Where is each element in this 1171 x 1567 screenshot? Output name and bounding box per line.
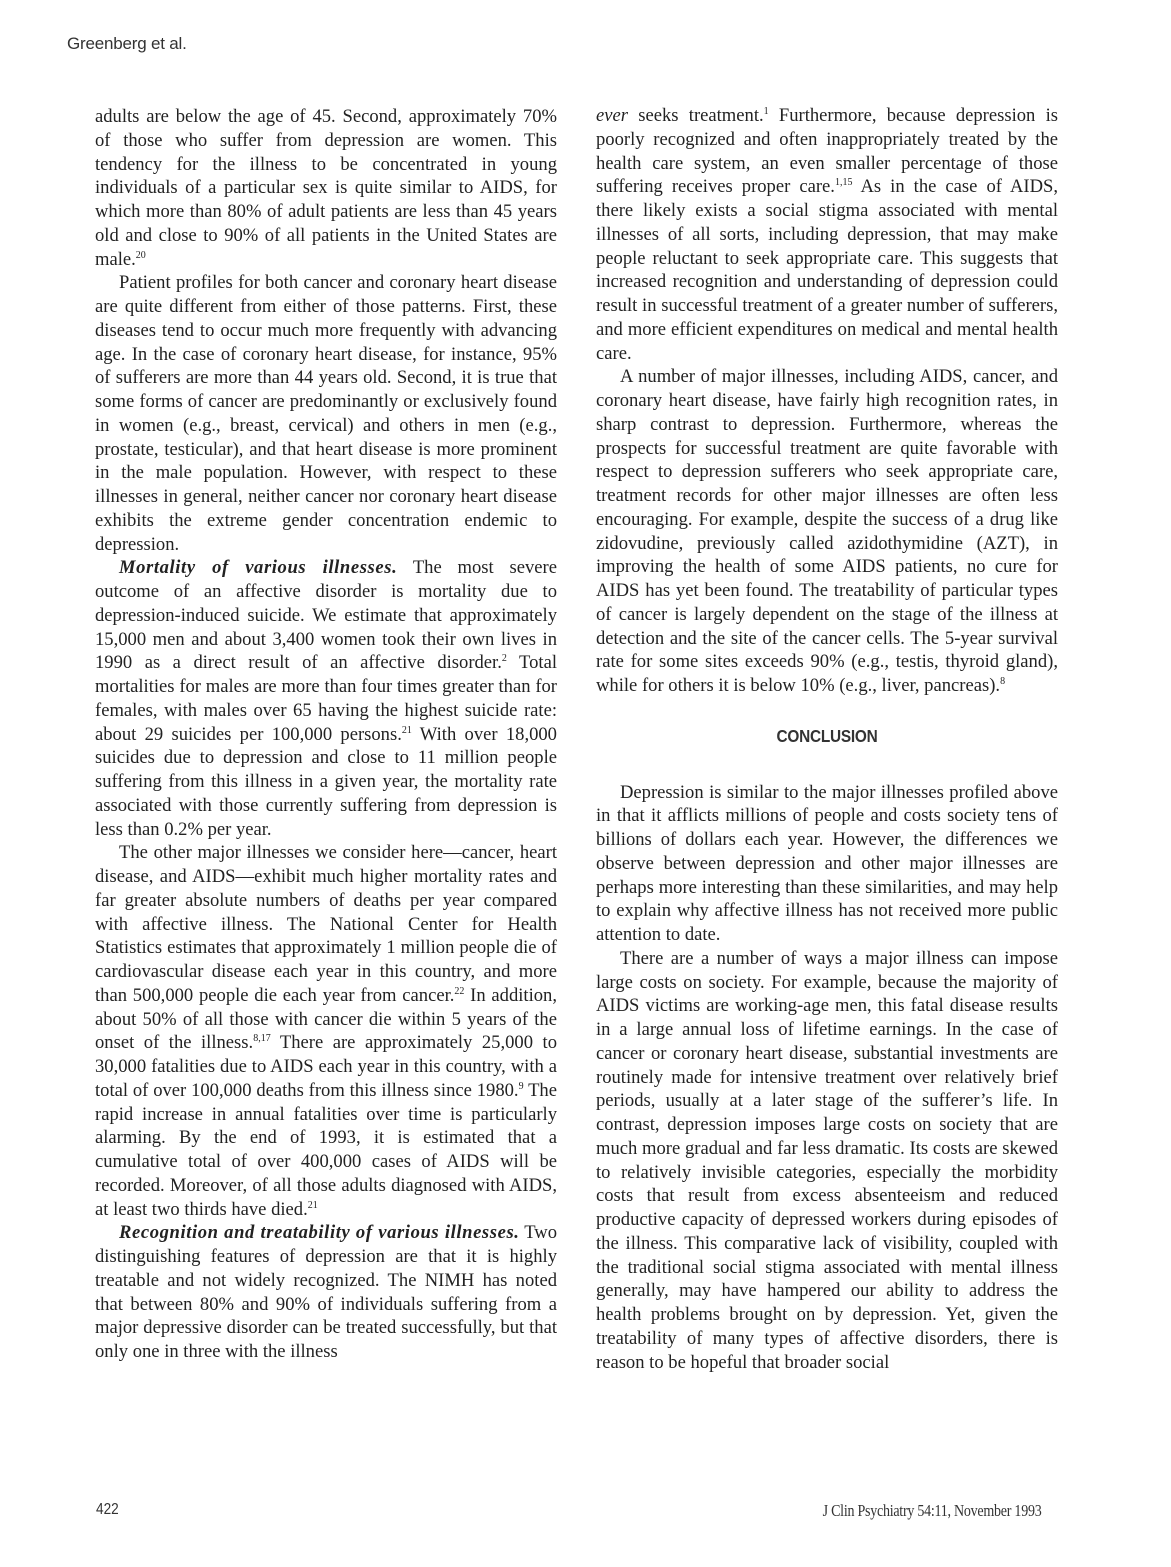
paragraph-text: A number of major illnesses, including AIDS, cancer, and coronary heart disease, have fairly high recognition rates, in sharp contrast to depression. Furthermore, whereas the prospects for successful treatment are quite favorable with respect to depression sufferers who seek appropriate care, treatment records for other major illnesses are often less encouraging. For example, despite the success of a drug like zidovudine, previously called azidothymidine (AZT), in improving the health of some AIDS patients, no cure for AIDS has yet been found. The treatability of particular types of cancer is largely dependent on the stage of the illness at detection and the site of the cancer cells. The 5-year survival rate for some sites exceeds 90% (e.g., testis, thyroid gland), while for others it is below 10% (e.g., liver, pancreas). — [596, 366, 1058, 696]
paragraph-text: seeks treatment. — [628, 105, 764, 126]
paragraph — [596, 365, 1058, 698]
run-in-heading: Recognition and treatability of various illnesses. — [119, 1222, 520, 1244]
section-heading-conclusion: CONCLUSION — [776, 725, 878, 746]
citation-ref: 1,15 — [834, 177, 853, 189]
citation-ref: 20 — [135, 249, 146, 261]
left-column — [95, 105, 557, 1364]
page-number: 422 — [96, 1501, 119, 1518]
paragraph-text: Two distinguishing features of depression are that it is highly treatable and not widely recognized. The NIMH has noted that between 80% and 90% of individuals suffering from a major depressive disorder can be treated successfully, but that only one in three with the illness — [95, 1222, 557, 1362]
paragraph — [95, 841, 557, 1221]
paragraph-recognition — [95, 1221, 557, 1364]
citation-ref: 1 — [763, 106, 769, 117]
paragraph-mortality — [95, 556, 557, 841]
citation-ref: 8,17 — [253, 1033, 271, 1045]
paragraph — [596, 104, 1058, 365]
citation-ref: 21 — [401, 724, 412, 736]
journal-citation: J Clin Psychiatry 54:11, November 1993 — [822, 1501, 1041, 1520]
paragraph-text: In addition, about 50% of all those with cancer die within 5 years of the onset of the illness. — [95, 984, 557, 1054]
citation-ref: 22 — [454, 985, 465, 997]
paragraph: There are a number of ways a major illness can impose large costs on society. For example, because the majority of AIDS victims are working-age men, this fatal disease results in a large annual loss of lifetime earnings. In the case of cancer or coronary heart disease, substantial investments are routinely made for intensive treatment over relatively brief periods, usually at a later stage of the sufferer’s life. In contrast, depression imposes large costs on society that are much more gradual and far less dramatic. Its costs are skewed to relatively invisible categories, especially the morbidity costs that result from excess absenteeism and reduced productive capacity of depressed workers during episodes of the illness. This comparative lack of visibility, coupled with the traditional social stigma associated with mental illness generally, may have hampered our ability to address the health problems brought on by depression. Yet, given the treatability of many types of affective disorders, there is reason to be hopeful that broader social — [596, 947, 1058, 1373]
paragraph — [95, 105, 557, 271]
paragraph-text: Furthermore, because depression is poorly recognized and often inappropriately treated by the health care system, an even smaller percentage of those suffering receives proper care. — [596, 105, 1058, 198]
running-head: Greenberg et al. — [67, 34, 187, 53]
citation-ref: 2 — [501, 653, 507, 665]
paragraph: Patient profiles for both cancer and coronary heart disease are quite different from either of those patterns. First, these diseases tend to occur much more frequently with advancing age. In the case of coronary heart disease, for instance, 95% of sufferers are more than 44 years old. Second, it is true that some forms of cancer are predominantly or exclusively found in women (e.g., breast, cervical) and others in men (e.g., prostate, testicular), and that heart disease is more prominent in the male population. However, with respect to these illnesses in general, neither cancer nor coronary heart disease exhibits the extreme gender concentration endemic to depression. — [95, 272, 557, 555]
paragraph-text: With over 18,000 suicides due to depression and close to 11 million people suffering from this illness in a given year, the mortality rate associated with those currently suffering from depression is less than 0.2% per year. — [95, 723, 557, 840]
citation-ref: 9 — [518, 1080, 524, 1092]
paragraph-text: The most severe outcome of an affective disorder is mortality due to depression-induced suicide. We estimate that approximately 15,000 men and about 3,400 women took their own lives in 1990 as a direct result of an affective disorder. — [95, 557, 557, 674]
paragraph-text: As in the case of AIDS, there likely exists a social stigma associated with mental illnesses of all sorts, including depression, that may make people reluctant to seek appropriate care. This suggests that increased recognition and understanding of depression could result in successful treatment of a greater number of sufferers, and more efficient expenditures on medical and mental health care. — [596, 176, 1058, 364]
run-in-heading: Mortality of various illnesses. — [119, 557, 398, 579]
paragraph-text: The other major illnesses we consider here—cancer, heart disease, and AIDS—exhibit much higher mortality rates and far greater absolute numbers of deaths per year compared with affective illness. The National Center for Health Statistics estimates that approximately 1 million people die of cardiovascular disease each year in this country, and more than 500,000 people die each year from cancer. — [95, 842, 557, 1006]
citation-ref: 21 — [307, 1199, 318, 1211]
paragraph-text: adults are below the age of 45. Second, approximately 70% of those who suffer from depression are women. This tendency for the illness to be concentrated in young individuals of a particular sex is quite similar to AIDS, for which more than 80% of adult patients are less than 45 years old and close to 90% of all patients in the United States are male. — [95, 106, 557, 270]
right-column — [596, 104, 1058, 1374]
citation-ref: 8 — [1000, 676, 1006, 687]
paragraph-text: There are approximately 25,000 to 30,000 fatalities due to AIDS each year in this country, with a total of over 100,000 deaths from this illness since 1980. — [95, 1032, 557, 1101]
italic-word: ever — [596, 105, 628, 126]
paragraph-text: The rapid increase in annual fatalities over time is particularly alarming. By the end of 1993, it is estimated that a cumulative total of over 400,000 cases of AIDS will be recorded. Moreover, of all those adults diagnosed with AIDS, at least two thirds have died. — [95, 1079, 557, 1220]
paragraph-text: Total mortalities for males are more than four times greater than for females, with males over 65 having the highest suicide rate: about 29 suicides per 100,000 persons. — [95, 652, 557, 745]
paragraph: Depression is similar to the major illnesses profiled above in that it afflicts millions of people and costs society tens of billions of dollars each year. However, the differences we observe between depression and other major illnesses are perhaps more interesting than these similarities, and may help to explain why affective illness has not received more public attention to date. — [596, 781, 1058, 945]
